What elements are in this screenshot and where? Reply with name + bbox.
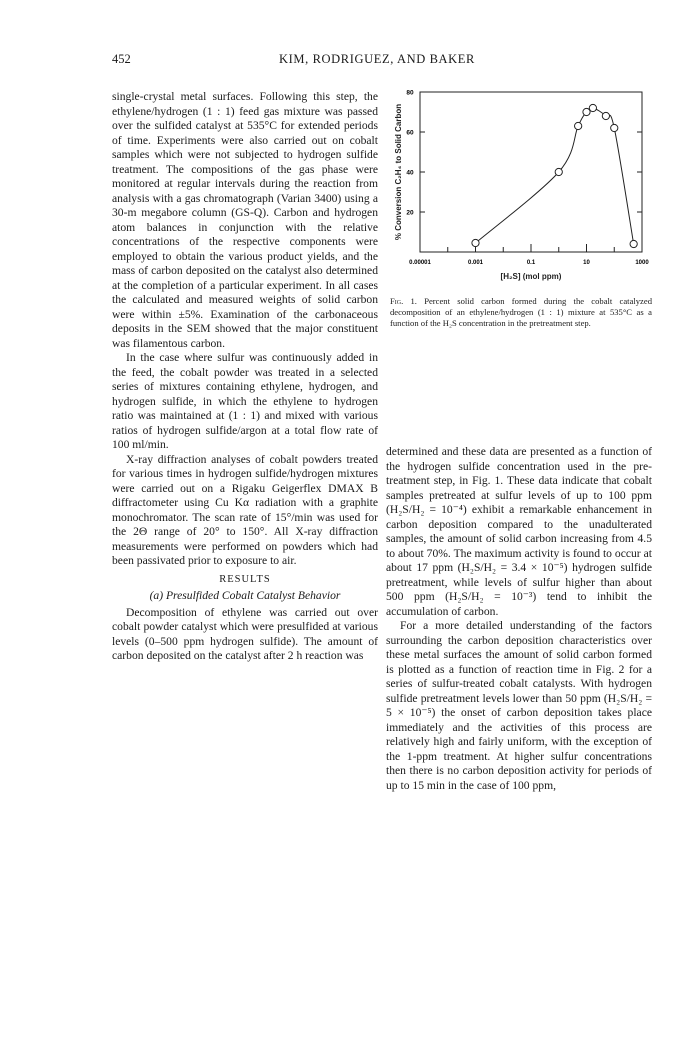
- data-point: [555, 168, 562, 175]
- data-point: [602, 112, 609, 119]
- figure-1: [388, 84, 652, 384]
- running-title: KIM, RODRIGUEZ, AND BAKER: [279, 52, 475, 66]
- paragraph: single-crystal metal surfaces. Following this step, the ethylene/hydrogen (1 : 1) feed gas mixture was passed over the sulfided catalyst at 535°C for extended periods of time. Experiments were also carried out on cobalt samples which were not subjected to hydrogen sulfide treatment. The compositions of the gas phase were monitored at regular intervals during the reaction from analysis with a gas chromatograph (Varian 3400) using a 30-m megabore column (GS-Q). Carbon and hydrogen atom balances in conjunction with the relative concentrations of the respective components were employed to obtain the various product yields, and the mass of carbon deposited on the catalyst also determined at the completion of a particular experiment. In all cases the calculated and measured weights of solid carbon were within ±5%. Examination of the carbonaceous deposits in the SEM showed that the major constituent was filamentous carbon.: [112, 90, 378, 350]
- y-tick-label: 40: [406, 169, 414, 177]
- y-ticks: [406, 90, 642, 217]
- data-point: [575, 122, 582, 129]
- page-header: [112, 52, 642, 68]
- y-tick-label: 60: [406, 129, 414, 137]
- paragraph: determined and these data are presented as a function of the hydrogen sulfide concentration used in the pre-treatment step, in Fig. 1. These data indicate that cobalt samples pretreated at sulfur levels of up to 100 ppm (H₂S/H₂ = 10⁻⁴) exhibit a remarkable enhancement in carbon deposition compared to the unadulterated samples, the amount of solid carbon increasing from 4.5 to about 70%. The maximum activity is found to occur at about 17 ppm (H₂S/H₂ = 3.4 × 10⁻⁵) hydrogen sulfide pretreatment, while levels of sulfur higher than about 500 ppm (H₂S/H₂ = 10⁻³) tend to inhibit the accumulation of carbon.: [386, 445, 652, 618]
- data-point: [630, 240, 637, 247]
- data-point: [589, 104, 596, 111]
- subsection-heading: (a) Presulfided Cobalt Catalyst Behavior: [149, 589, 341, 602]
- paragraph: In the case where sulfur was continuously added in the feed, the cobalt powder was treated in a selected series of mixtures containing ethylene, hydrogen, and hydrogen sulfide, in which the ethylene to hydrogen ratio was maintained at (1 : 1) and mixed with various ratios of hydrogen sulfide/argon at a total flow rate of 100 ml/min.: [112, 351, 378, 451]
- y-axis-label: % Conversion C₂H₄ to Solid Carbon: [394, 103, 403, 241]
- fit-curve: [476, 108, 634, 244]
- x-tick-label: 0.001: [467, 260, 484, 266]
- right-column: [386, 445, 652, 793]
- x-axis-label: [H₂S] (mol ppm): [500, 272, 562, 281]
- data-point: [472, 239, 479, 246]
- caption-label: Fig. 1.: [390, 296, 417, 306]
- figure-caption: [390, 296, 652, 329]
- paragraph: X-ray diffraction analyses of cobalt powders treated for various times in hydrogen sulfide/hydrogen mixtures were carried out on a Rigaku Geigerflex DMAX B diffractometer using Cu Kα radiation with a graphite monochromator. The scan rate of 15°/min was used for the 2Θ range of 20° to 150°. All X-ray diffraction measurements were performed on powders which had been passivated prior to exposure to air.: [112, 452, 378, 567]
- paragraph: For a more detailed understanding of the factors surrounding the carbon deposition characteristics over these metal surfaces the amount of solid carbon formed is plotted as a function of reaction time in Fig. 2 for a series of sulfur-treated cobalt catalysts. With hydrogen sulfide pretreatment levels lower than 50 ppm (H₂S/H₂ = 5 × 10⁻⁵) the onset of carbon deposition takes place immediately and the activities of this process are relatively high and fairly uniform, with the exception of the 1-ppm treatment. At higher sulfur concentrations then there is no carbon deposition activity for periods of up to 15 min in the case of 100 ppm,: [386, 619, 652, 792]
- section-heading: RESULTS: [219, 573, 271, 585]
- paragraph: Decomposition of ethylene was carried out over cobalt powder catalyst which were presulfided at various levels (0–500 ppm hydrogen sulfide). The amount of carbon deposited on the catalyst after 2 h reaction was: [112, 605, 378, 662]
- x-tick-label: 0.00001: [409, 260, 431, 266]
- x-ticks: [409, 244, 649, 266]
- caption-text: Percent solid carbon formed during the cobalt catalyzed decomposition of an ethylene/hydrogen (1 : 1) mixture at 535°C as a function of the H₂S concentration in the pretreatment step.: [390, 296, 652, 328]
- left-column: [112, 90, 378, 664]
- y-tick-label: 80: [406, 89, 414, 97]
- x-tick-label: 10: [583, 260, 590, 266]
- y-tick-label: 20: [406, 209, 414, 217]
- x-tick-label: 1000: [635, 260, 649, 266]
- chart-svg: [388, 84, 652, 284]
- x-tick-label: 0.1: [526, 260, 536, 266]
- data-point: [583, 108, 590, 115]
- page-number: 452: [112, 52, 131, 66]
- data-point: [611, 124, 618, 131]
